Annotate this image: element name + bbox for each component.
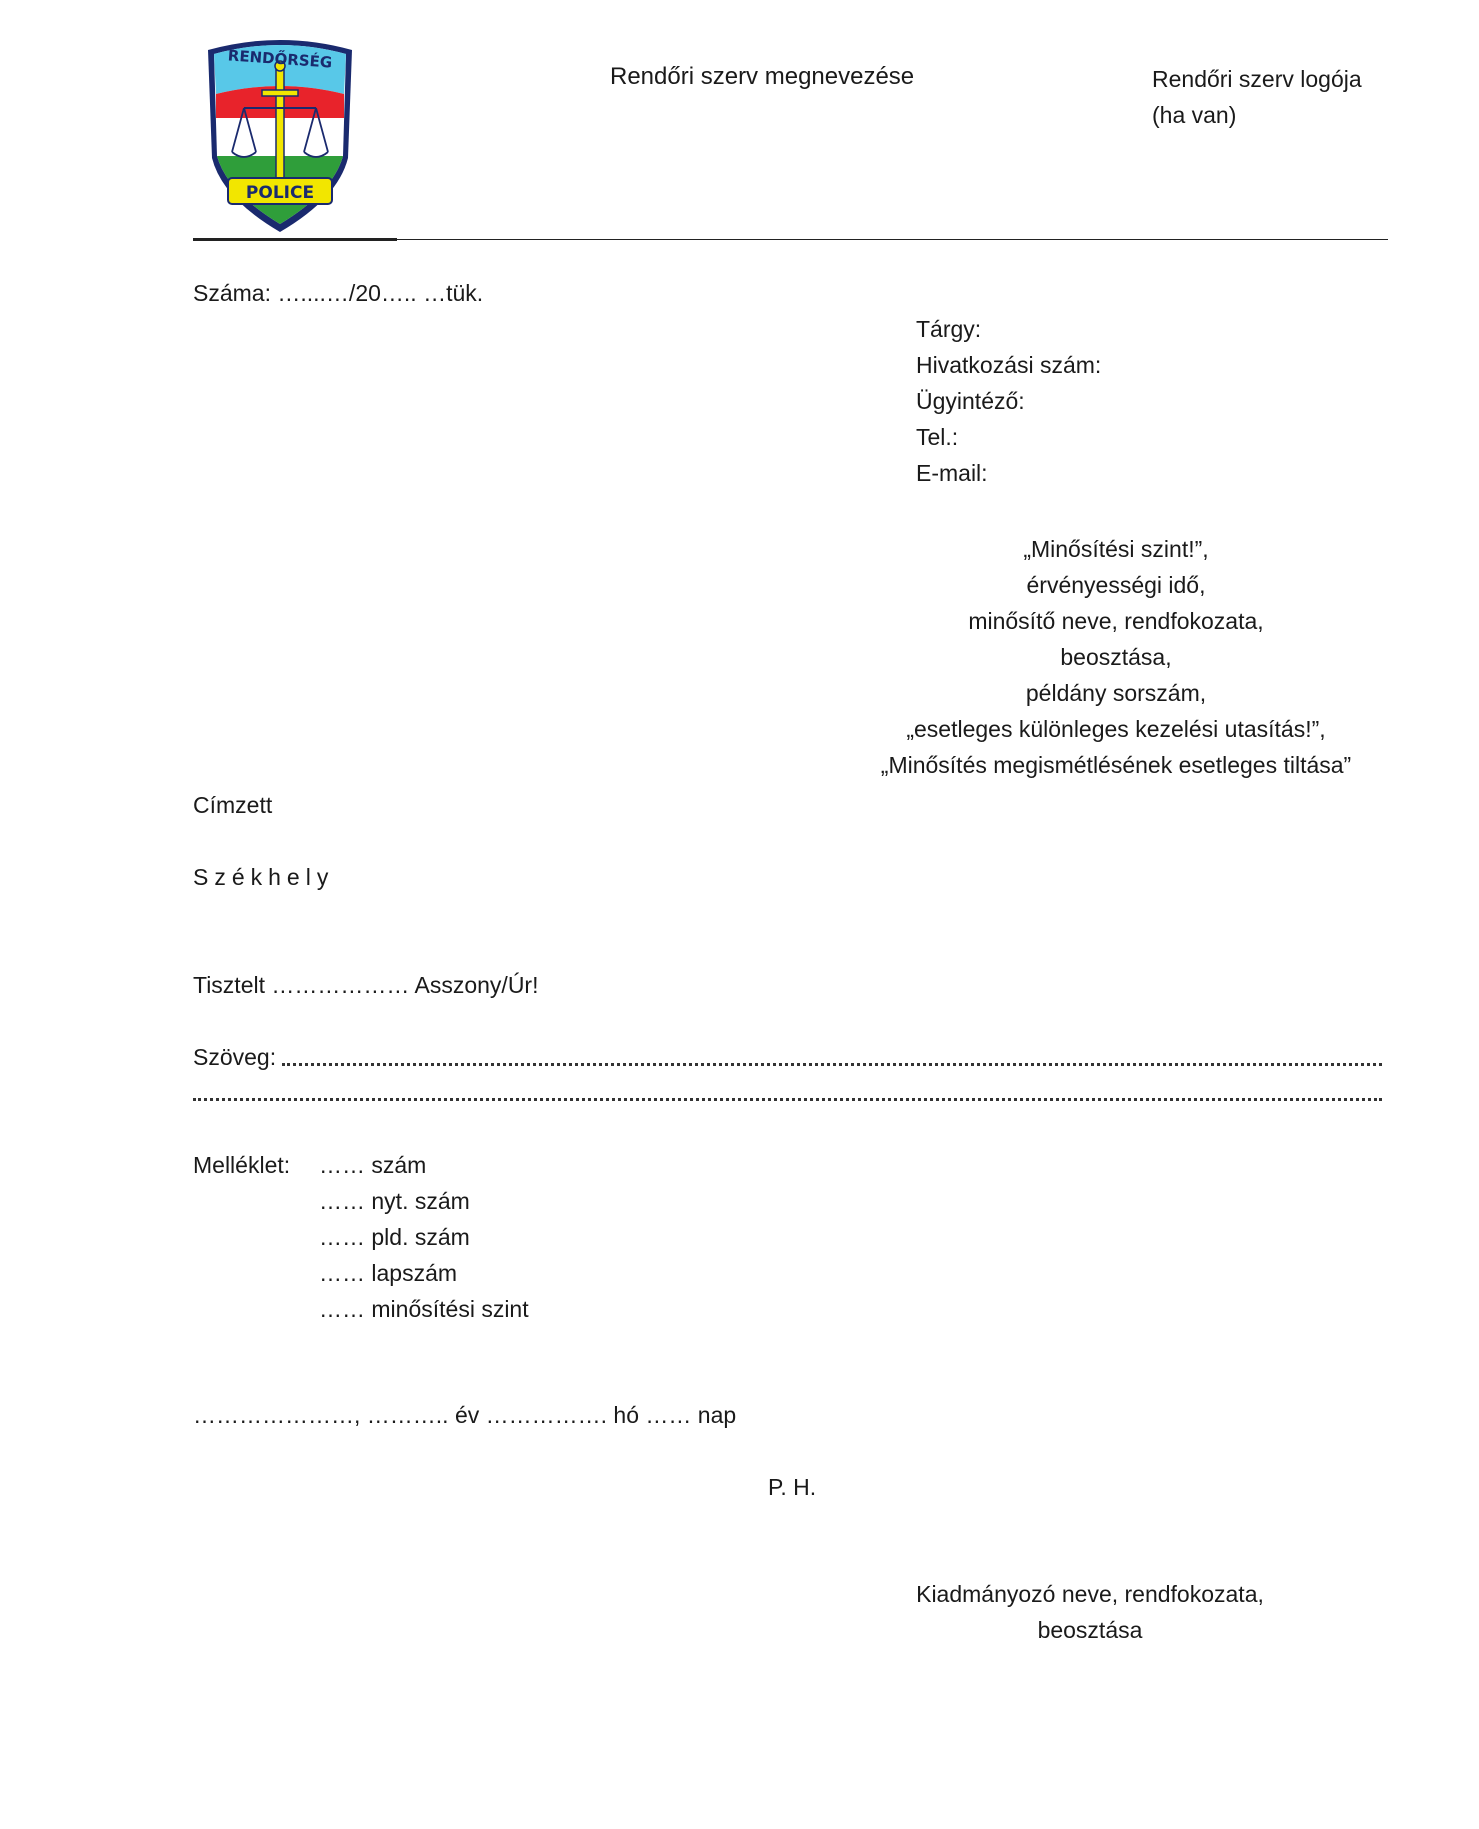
- body-dotted-line: [282, 1063, 1382, 1066]
- signature-line2: beosztása: [1037, 1617, 1143, 1643]
- salutation: Tisztelt ……………… Asszony/Úr!: [193, 972, 539, 998]
- signature-block: [880, 1576, 1300, 1648]
- recipient: Címzett: [193, 792, 273, 818]
- classification-line: példány sorszám,: [1025, 680, 1207, 706]
- classification-line: minősítő neve, rendfokozata,: [968, 608, 1264, 634]
- reference-label: Hivatkozási szám:: [916, 352, 1102, 378]
- classification-block: [866, 531, 1366, 783]
- document-number: Száma: …....…/20….. …tük.: [193, 280, 484, 306]
- classification-line: „Minősítés megismétlésének esetleges tiltása”: [880, 752, 1352, 778]
- administrator-label: Ügyintéző:: [916, 388, 1025, 414]
- logo-note-line2: (ha van): [1152, 102, 1237, 128]
- phone-label: Tel.:: [916, 424, 959, 450]
- attachments-label: Melléklet:: [193, 1152, 291, 1178]
- attachment-item: …… minősítési szint: [319, 1296, 529, 1322]
- classification-line: beosztása,: [1060, 644, 1172, 670]
- attachment-item: …… pld. szám: [319, 1224, 470, 1250]
- subject-label: Tárgy:: [916, 316, 982, 342]
- classification-line: érvényességi idő,: [1026, 572, 1206, 598]
- badge-police-text: POLICE: [245, 183, 315, 203]
- body-dotted-line: [193, 1098, 1382, 1101]
- date-line: …………………, ……….. év ……………. hó …… nap: [193, 1402, 737, 1428]
- header-divider-accent: [193, 238, 397, 241]
- badge-top-text: RENDŐRSÉG: [227, 46, 333, 72]
- attachment-item: …… nyt. szám: [319, 1188, 470, 1214]
- body-label: Szöveg:: [193, 1044, 277, 1070]
- attachment-item: …… szám: [319, 1152, 427, 1178]
- attachment-item: …… lapszám: [319, 1260, 458, 1286]
- email-label: E-mail:: [916, 460, 988, 486]
- classification-line: „esetleges különleges kezelési utasítás!”,: [906, 716, 1326, 742]
- classification-line: „Minősítési szint!”,: [1023, 536, 1209, 562]
- stamp-place: P. H.: [768, 1474, 817, 1500]
- org-name: Rendőri szerv megnevezése: [610, 63, 915, 90]
- logo-note-line1: Rendőri szerv logója: [1152, 66, 1362, 92]
- signature-line1: Kiadmányozó neve, rendfokozata,: [916, 1581, 1264, 1607]
- seat: Székhely: [193, 864, 335, 890]
